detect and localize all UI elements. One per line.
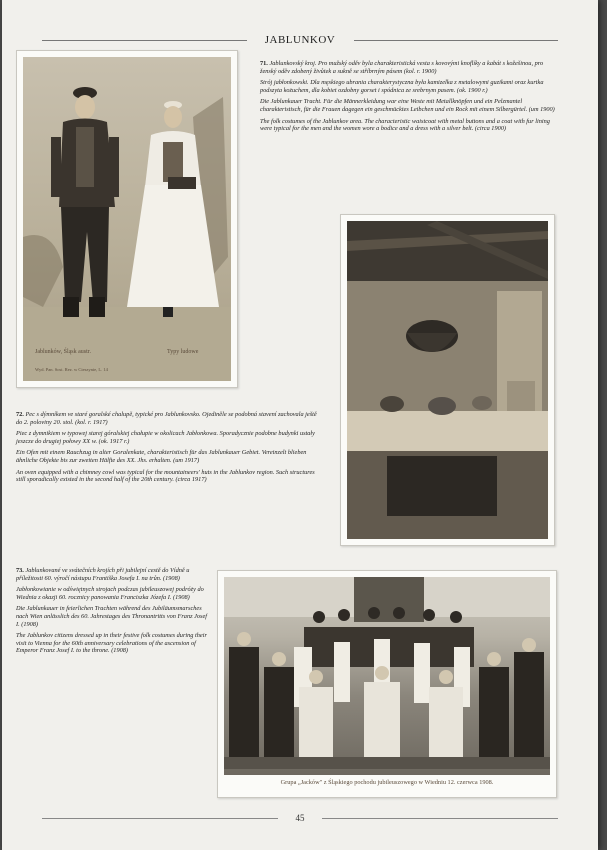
figure-73-caption-pl: Jabłonkowianie w odświętnych strojach podczas jubileuszowej podróży do Wiednia z okazji 60. rocznicy panowania Franciszka Józefa I. (1908) [16,586,204,601]
figure-71-caption [260,60,560,137]
figure-73-illustration [224,577,550,769]
figure-73-caption-en: The Jablunkov citizens dressed up in their festive folk costumes during their visit to Vienna for the 60th anniversary celebrations of the ascension of Emperor Franz Josef I. to the throne. (1908) [16,632,207,655]
figure-72-photo [347,221,548,539]
figure-72-caption [16,411,321,488]
figure-71-label-right: Typy ludowe [167,349,199,355]
figure-71-number: 71 [260,60,267,67]
figure-71-frame [16,50,238,388]
book-page [2,0,598,850]
figure-71-caption-cz: 71. Jablunkovský kroj. Pro mužský oděv byla charakteristická vesta s kovovými knoflíky a kabát s kožešinou, pro ženský oděv zdobený živůtek a sukně se stříbrným pásem (kol. r. 1900) [260,60,544,75]
figure-71-illustration [23,57,231,381]
figure-72-caption-de: Ein Ofen mit einem Rauchzug in alter Goralenkate, charakteristisch für das Jablunkauer Gebiet. Vereinzelt blieben ähnliche Objekte bis zur zweiten Hälfte des XX. Jhs. erhalten. (um 1917) [16,449,307,464]
page-header-title: JABLUNKOV [264,34,336,46]
figure-71-caption-en: The folk costumes of the Jablunkov area. The characteristic waistcoat with metal buttons and a coat with fur lining were typical for the men and the women wore a bodice and a dress with a silver belt. (circa 1900) [260,117,550,133]
figure-73-number: 73 [16,567,23,574]
figure-71-photo [23,57,231,381]
figure-72-frame [340,214,555,546]
figure-73-caption-de: Die Jablunkauer in feierlichen Trachten während des Jubiläumsmarsches nach Wien anlässlich des 60. Jahrestages des Thronantritts von Franz Josef I. (1908) [16,605,208,628]
figure-72-caption-pl: Piec z dymnikiem w typowej starej góralskiej chałupie w okolicach Jabłonkowa. Sporadycznie podobne budynki ustały jeszcze do drugiej połowy XX w. (ok. 1917 r.) [16,430,315,445]
figure-73-caption-cz: 73. Jablunkované ve svátečních krojích při jubilejní cestě do Vídně u příležitosti 60. výročí nástupu Františka Josefa I. na trůn. (1908) [16,567,190,582]
figure-71-label-left: Jablunków, Śląsk austr. [35,349,91,355]
figure-72-illustration [347,221,548,539]
figure-72-caption-cz: 72. Pec s dýmníkem ve staré goralské chalupě, typické pro Jablunkovsko. Ojediněle se podobná stavení zachovala ještě do 2. poloviny 20. stol. (kol. r. 1917) [16,411,317,426]
figure-71-caption-de: Die Jablunkauer Tracht. Für die Männerkleidung war eine Weste mit Metallknöpfen und ein Pelzmantel charakteristisch, für die Frauen dagegen ein geschmücktes Leibchen und ein Rock mit einem Silbergürtel. (um 1900) [260,98,555,113]
figure-72-number: 72 [16,411,23,418]
figure-73-frame [217,570,557,798]
figure-72-caption-en: An oven equipped with a chimney cowl was typical for the mountaineers' huts in the Jablunkov region. Such structures still sporadically existed in the second half of the 20th century. (circa 1917) [16,468,315,484]
figure-73-label: Grupa „Jacków" z Śląskiego pochodu jubileuszowego w Wiedniu 12. czerwca 1908. [280,779,494,786]
figure-71-imprint: Wyd. Pan. Sost. Rez. w Cieszynie, L. 14 [35,367,108,372]
figure-71-caption-pl: Strój jabłonkowski. Dla męskiego ubrania charakterystyczna była kamizelka z metalowymi guzikami oraz kurtka podszyta kożuchem, dla kobiet ozdobny gorset i spódnica ze srebrnym pasem. (ok. 1900 r.) [260,79,544,94]
page-number: 45 [295,813,305,823]
figure-73-caption [16,567,209,659]
figure-73-photo [224,577,550,775]
